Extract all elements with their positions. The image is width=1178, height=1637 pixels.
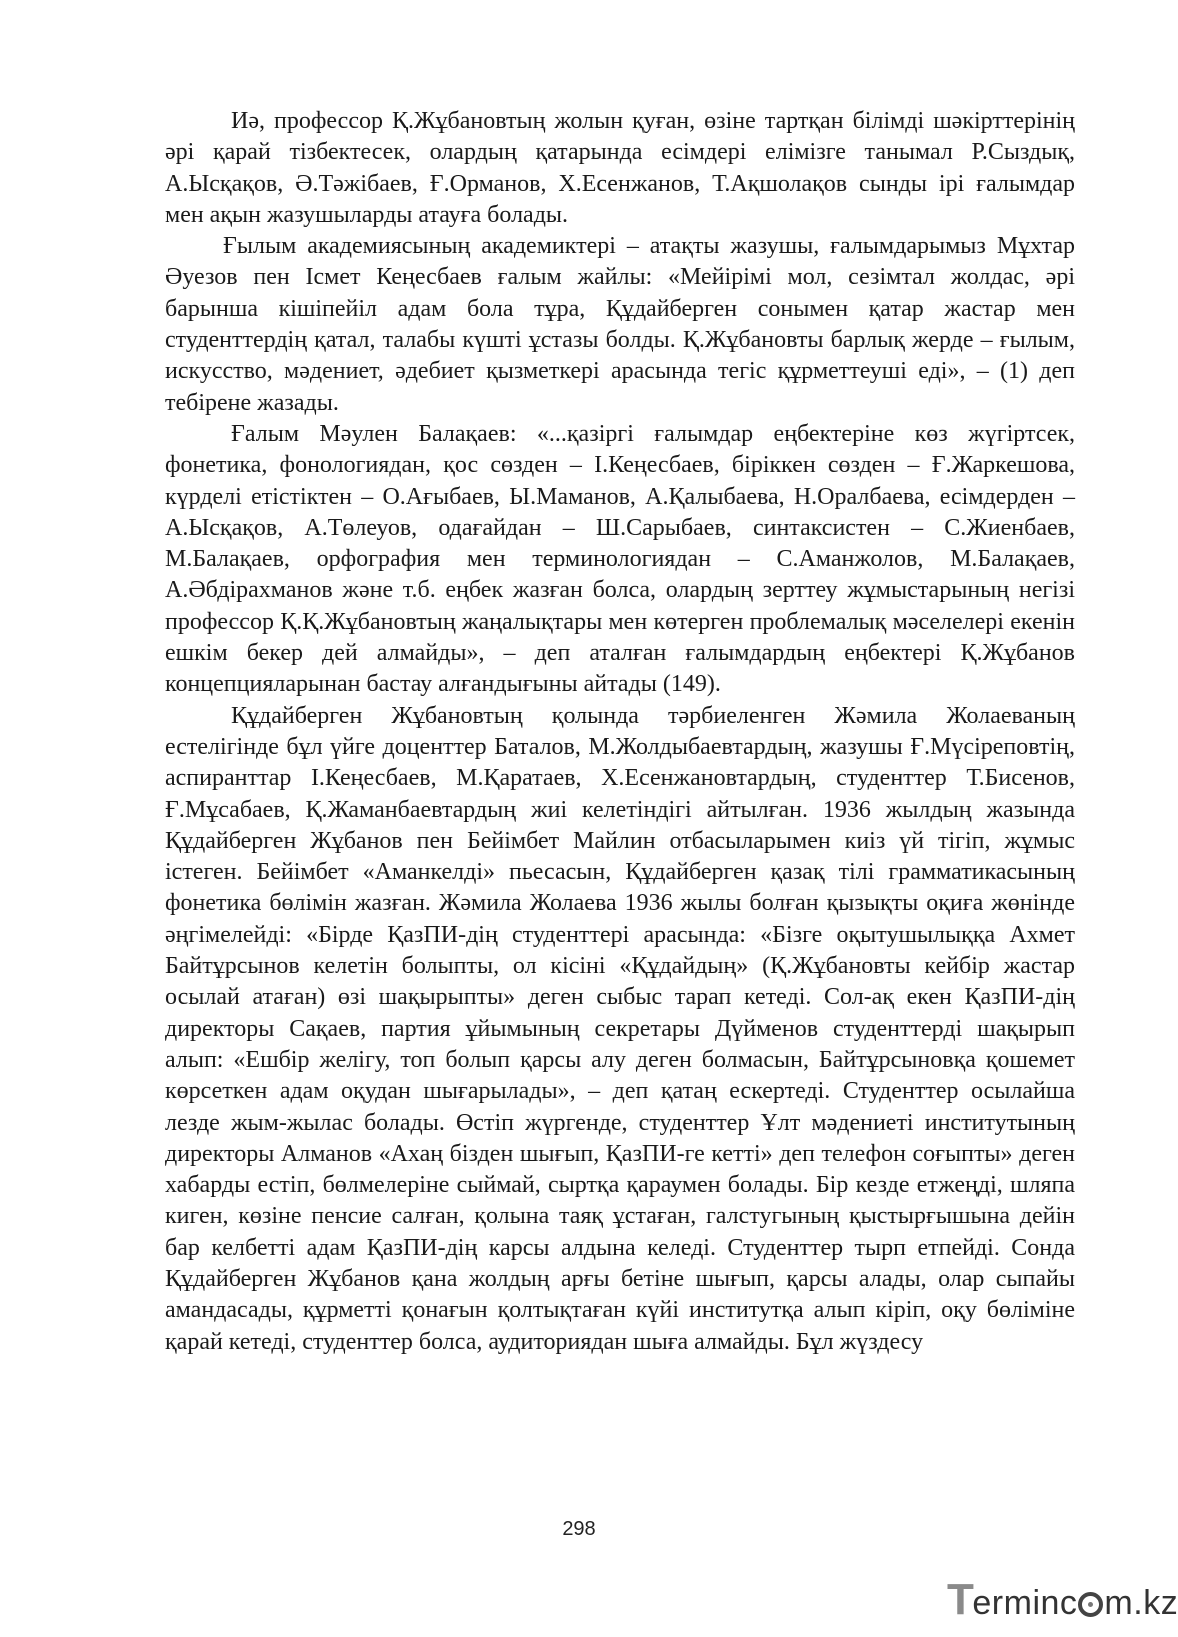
paragraph-academicians-quote: Ғылым академиясының академиктері – атақты жазушы, ғалымдарымыз Мұхтар Әуезов пен Ісмет Кеңесбаев ғалым жайлы: «Мейірімі мол, сезімтал жолдас, әрі барынша кішіпейіл адам бола тұра, Құдайберген сонымен қатар жастар мен студенттердің қатал, талабы күшті ұстазы болды. Қ.Жұбановты барлық жерде – ғылым, искусство, мәдениет, әдебиет қызметкері арасында тегіс құрметтеуші еді», – (1) деп тебірене жазады. bbox=[165, 233, 1075, 416]
watermark-text-start: erminc bbox=[972, 1584, 1078, 1622]
watermark-text-end: m.kz bbox=[1104, 1584, 1178, 1622]
watermark-o-icon bbox=[1078, 1592, 1103, 1617]
paragraph-balakaev-quote: Ғалым Мәулен Балақаев: «...қазіргі ғалымдар еңбектеріне көз жүгіртсек, фонетика, фонологиядан, қос сөзден – І.Кеңесбаев, біріккен сөзден – Ғ.Жаркешова, күрделі етістіктен – О.Ағыбаев, Ы.Маманов, А.Қалыбаева, Н.Оралбаева, есімдерден – А.Ысқақов, А.Төлеуов, одағайдан – Ш.Сарыбаев, синтаксистен – С.Жиенбаев, М.Балақаев, орфография мен терминологиядан – С.Аманжолов, М.Балақаев, А.Әбдірахманов және т.б. еңбек жазған болса, олардың зерттеу жұмыстарының негізі профессор Қ.Қ.Жұбановтың жаңалықтары мен көтерген проблемалық мәселелері екенін ешкім бекер дей алмайды», – деп аталған ғалымдардың еңбектері Қ.Жұбанов концепцияларынан бастау алғандығыны айтады (149). bbox=[165, 420, 1075, 698]
termincom-watermark-logo bbox=[947, 1574, 1178, 1624]
paragraph-students-list: Иә, профессор Қ.Жұбановтың жолын қуған, өзіне тартқан білімді шәкірттерінің әрі қарай тізбектесек, олардың қатарында есімдері елімізге танымал Р.Сыздық, А.Ысқақов, Ә.Тәжібаев, Ғ.Орманов, Х.Есенжанов, Т.Ақшолақов сынды ірі ғалымдар мен ақын жазушыларды атауға болады. bbox=[165, 108, 1075, 228]
paragraph-zholaeva-memoir: Құдайберген Жұбановтың қолында тәрбиеленген Жәмила Жолаеваның естелігінде бұл үйге доценттер Баталов, М.Жолдыбаевтардың, жазушы Ғ.Мүсіреповтің, аспиранттар І.Кеңесбаев, М.Қаратаев, Х.Есенжановтардың, студенттер Т.Бисенов, Ғ.Мұсабаев, Қ.Жаманбаевтардың жиі келетіндігі айтылған. 1936 жылдың жазында Құдайберген Жұбанов пен Бейімбет Майлин отбасыларымен киіз үй тігіп, жұмыс істеген. Бейімбет «Аманкелді» пьесасын, Құдайберген қазақ тілі грамматикасының фонетика бөлімін жазған. Жәмила Жолаева 1936 жылы болған қызықты оқиға жөнінде әңгімелейді: «Бірде ҚазПИ-дің студенттері арасында: «Бізге оқытушылыққа Ахмет Байтұрсынов келетін болыпты, ол кісіні «Құдайдың» (Қ.Жұбановты кейбір жастар осылай атаған) өзі шақырыпты» деген сыбыс тарап кетеді. Сол-ақ екен ҚазПИ-дің директоры Сақаев, партия ұйымының секретары Дүйменов студенттерді шақырып алып: «Ешбір желігу, топ болып қарсы алу деген болмасын, Байтұрсыновқа қошемет көрсеткен адам оқудан шығарылады», – деп қатаң ескертеді. Студенттер осылайша лезде жым-жылас болады. Өстіп жүргенде, студенттер Ұлт мәдениеті институтының директоры Алманов «Ахаң бізден шығып, ҚазПИ-ге кетті» деп телефон соғыпты» деген хабарды естіп, бөлмелеріне сыймай, сыртқа қараумен болады. Бір кезде етжеңді, шляпа киген, көзіне пенсие салған, қолына таяқ ұстаған, галстугының қыстырғышына дейін бар келбетті адам ҚазПИ-дің карсы алдына келеді. Студенттер тырп етпейді. Сонда Құдайберген Жұбанов қана жолдың арғы бетіне шығып, қарсы алады, олар сыпайы амандасады, құрметті қонағын қолтықтаған күйі институтқа алып кіріп, оқу бөліміне қарай кетеді, студенттер болса, аудиториядан шыға алмайды. Бұл жүздесу bbox=[165, 702, 1075, 1355]
page-number: 298 bbox=[562, 1518, 596, 1540]
page-body bbox=[165, 106, 1075, 1358]
watermark-letter-t: T bbox=[947, 1575, 975, 1624]
